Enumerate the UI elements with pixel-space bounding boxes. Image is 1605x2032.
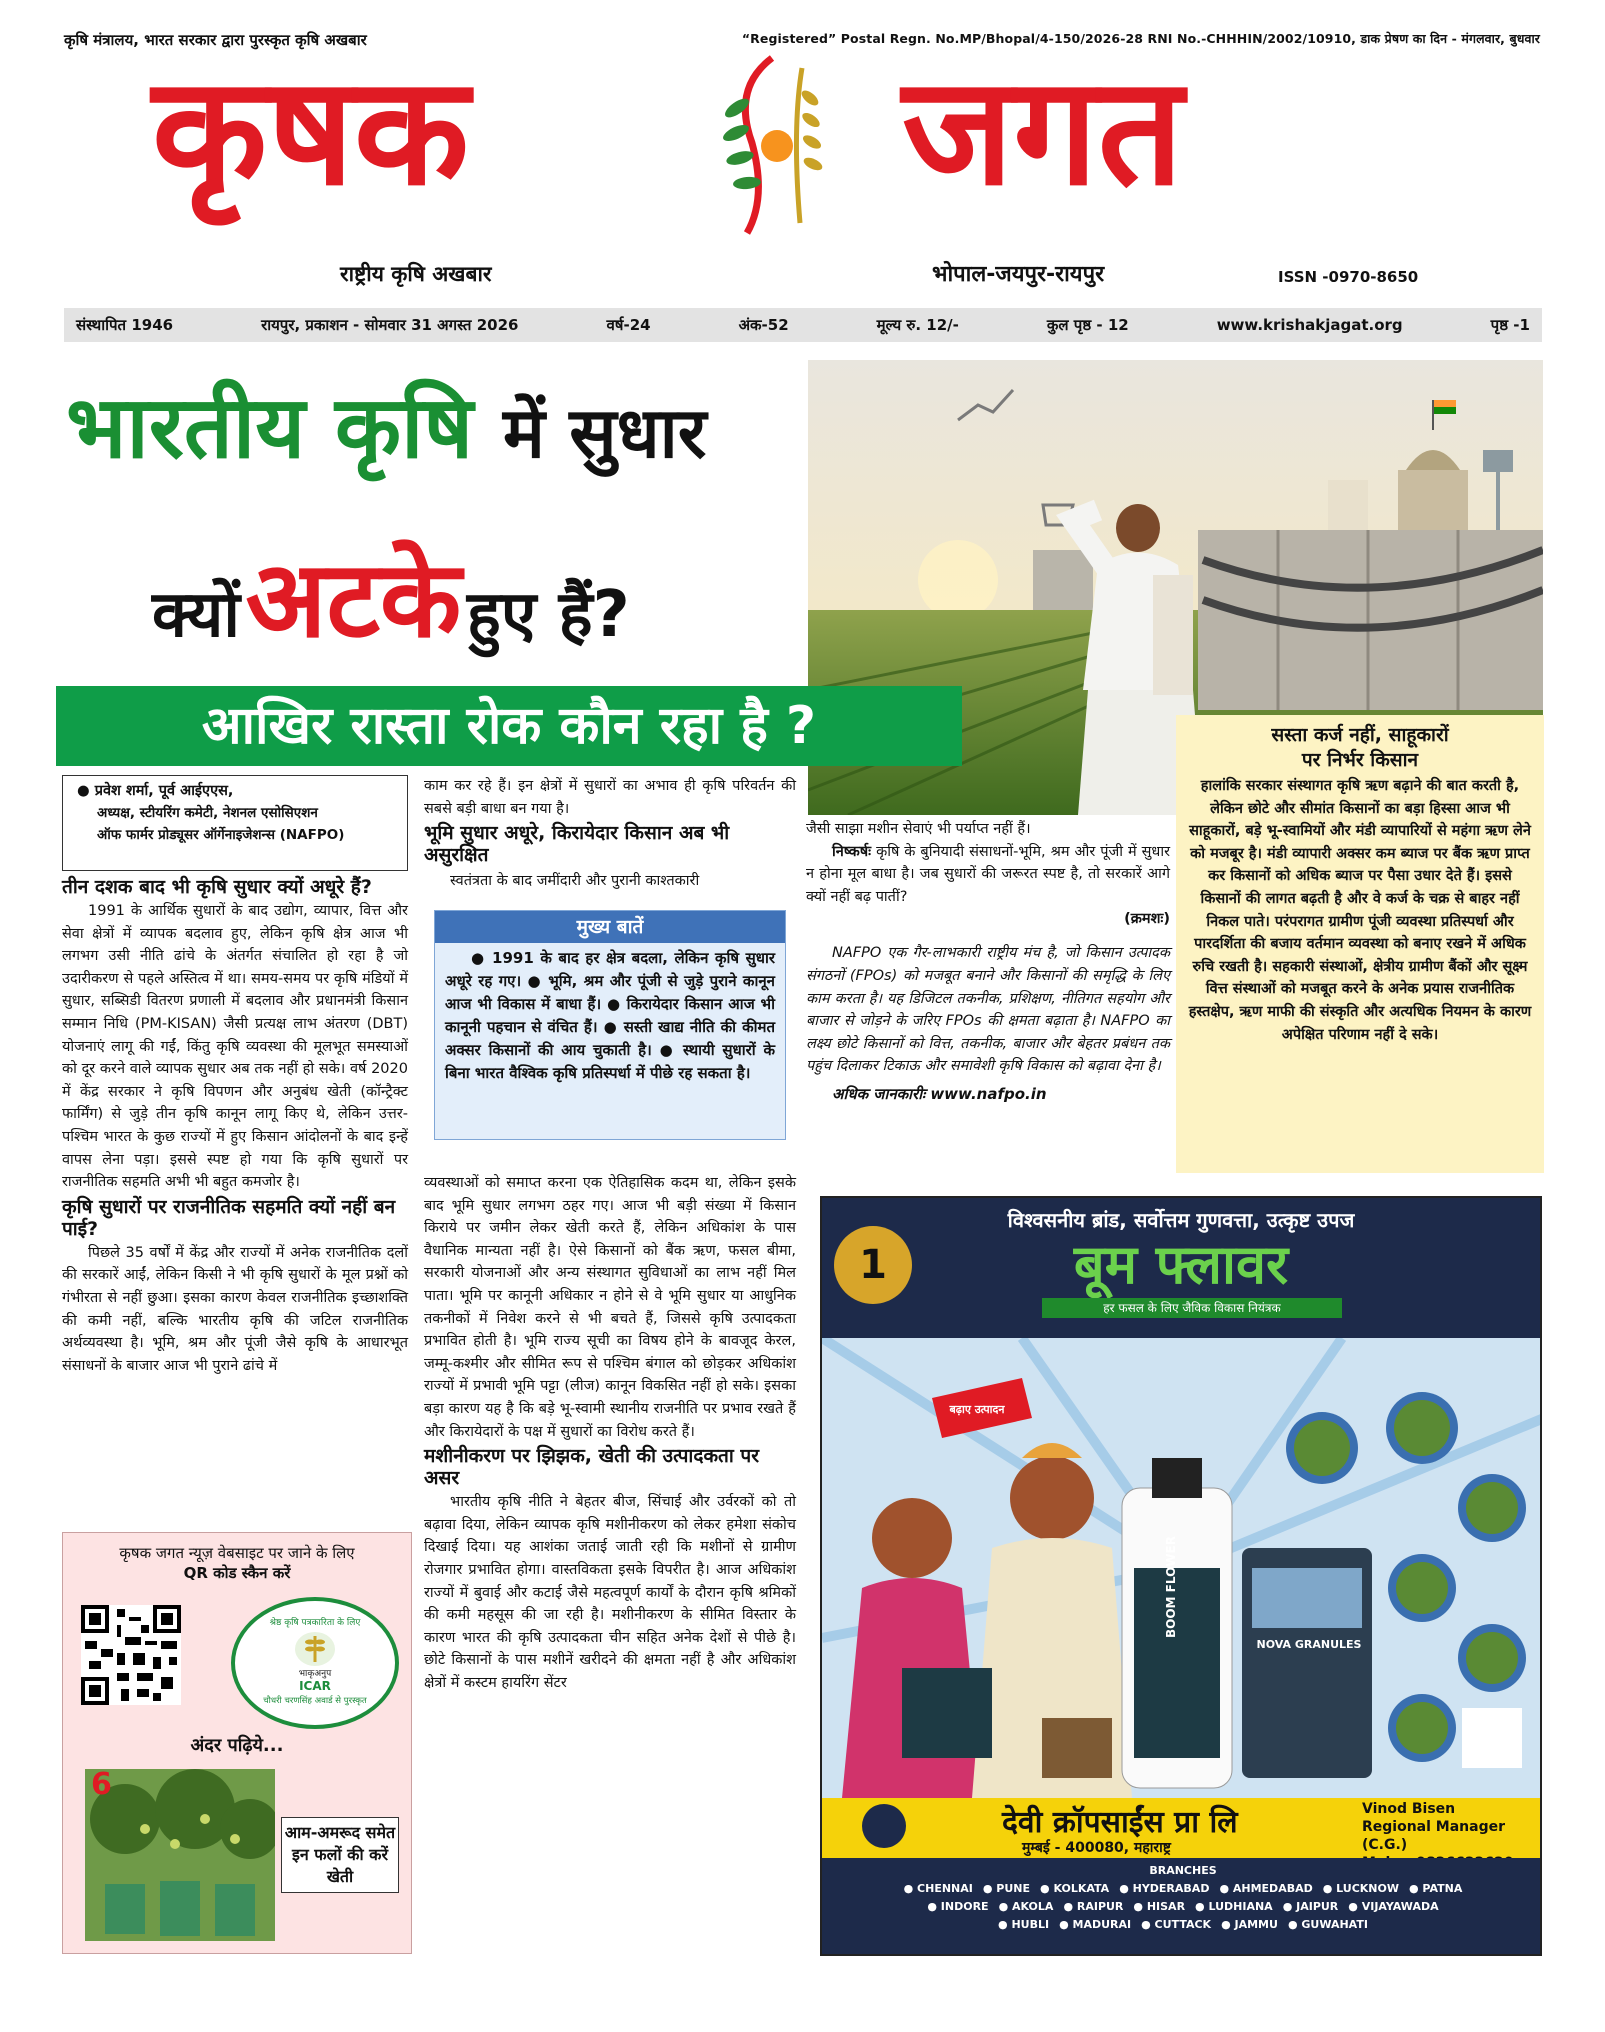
ad-branch-city: ● JAMMU (1221, 1918, 1278, 1931)
ad-number-one-badge: 1 (834, 1226, 912, 1304)
masthead-right: जगत (902, 45, 1184, 219)
page-number: पृष्ठ -1 (1490, 316, 1530, 334)
masthead-tagline: राष्ट्रीय कृषि अखबार (340, 262, 492, 286)
sidebar-title-1: सस्ता कर्ज नहीं, साहूकारों (1271, 724, 1449, 746)
ad-ribbon-text: बढ़ाए उत्पादन (949, 1403, 1005, 1416)
qr-line2: QR कोड स्कैन करें (183, 1564, 291, 1582)
ad-branch-city: ● AKOLA (998, 1900, 1054, 1913)
ad-brand: बूम फ्लावर (1073, 1233, 1289, 1296)
column-3 (806, 818, 1170, 1104)
ad-branch-city: ● PATNA (1409, 1882, 1463, 1895)
key-points-title: मुख्य बातें (435, 911, 785, 943)
inside-article-title[interactable]: आम-अमरूद समेत इन फलों की करें खेती (281, 1817, 399, 1893)
section-heading-4: मशीनीकरण पर झिझक, खेती की उत्पादकता पर असर (424, 1445, 759, 1490)
masthead-left: कृषक (152, 45, 470, 219)
ad-branch-city: ● INDORE (927, 1900, 989, 1913)
ad-company-logo-icon (862, 1804, 906, 1848)
ad-contact-name: Vinod Bisen (1362, 1801, 1456, 1817)
seal-bottom-text: चौधरी चरणसिंह अवार्ड से पुरस्कृत (263, 1696, 367, 1706)
ad-branch-city: ● GUWAHATI (1287, 1918, 1368, 1931)
more-info-link[interactable]: अधिक जानकारीः www.nafpo.in (832, 1084, 1047, 1103)
ad-branch-city: ● CUTTACK (1141, 1918, 1212, 1931)
author-role1: अध्यक्ष, स्टीयरिंग कमेटी, नेशनल एसोसिएशन (97, 805, 318, 821)
year: वर्ष-24 (606, 316, 651, 334)
key-points-list: ● 1991 के बाद हर क्षेत्र बदला, लेकिन कृषि सुधार अधूरे रह गए। ● भूमि, श्रम और पूंजी से जुड़े पुराने कानून आज भी विकास में बाधा हैं। ● किरायेदार किसान आज भी कानूनी पहचान से वंचित हैं। ● सस्ती खाद्य नीति की कीमत अक्सर किसानों की आय चुकाती है। ● स्थायी सुधारों के बिना भारत वैश्विक कृषि प्रतिस्पर्धा में पीछे रह सकता है। (445, 949, 775, 1082)
ad-top-line: विश्वसनीय ब्रांड, सर्वोत्तम गुणवत्ता, उत्कृष्ट उपज (1007, 1208, 1355, 1232)
ad-branch-city: ● MADURAI (1059, 1918, 1132, 1931)
ad-branch-city: ● CHENNAI (903, 1882, 973, 1895)
ad-brand-sub: हर फसल के लिए जैविक विकास नियंत्रक (1042, 1298, 1342, 1318)
paragraph-2: पिछले 35 वर्षों में केंद्र और राज्यों में अनेक राजनीतिक दलों की सरकारें आईं, लेकिन किसी ने भी कृषि सुधारों के मूल प्रश्नों को गंभीरता से नहीं छुआ। इसका कारण केवल राजनीतिक इच्छाशक्ति की कमी नहीं, बल्कि भारतीय कृषि की जटिल राजनीतिक अर्थव्यवस्था है। भूमि, श्रम और पूंजी जैसे कृषि के आधारभूत संसाधनों के बाजार आज भी पुराने ढांचे में (62, 1244, 408, 1374)
sidebar-text: हालांकि सरकार संस्थागत कृषि ऋण बढ़ाने की बात करती है, लेकिन छोटे और सीमांत किसानों का बड़ा हिस्सा आज भी साहूकारों, बड़े भू-स्वामियों और मंडी व्यापारियों से महंगा ऋण लेने को मजबूर है। मंडी व्यापारी अक्सर कम ब्याज पर बैंक ऋण प्राप्त कर किसानों को अधिक ब्याज पर पैसा उधार देते हैं। इससे किसानों की लागत बढ़ती है और वे कर्ज के चक्र से बाहर नहीं निकल पाते। परंपरागत ग्रामीण पूंजी व्यवस्था प्रतिस्पर्धा और पारदर्शिता की बजाय वर्तमान व्यवस्था को बनाए रखने में अधिक रुचि रखती है। सहकारी संस्थाओं, क्षेत्रीय ग्रामीण बैंकों और सूक्ष्म वित्त संस्थाओं को मजबूत करने के अनेक प्रयास राजनीतिक हस्तक्षेप, ऋण माफी की संस्कृति और अत्यधिक नियमन के कारण अपेक्षित परिणाम नहीं दे सके। (1188, 778, 1532, 1043)
column-2-bottom (424, 1172, 796, 1694)
qr-promo-box (62, 1532, 412, 1954)
key-point-4: सस्ती खाद्य नीति की कीमत अक्सर किसानों की आय चुकाती है। (445, 1018, 775, 1059)
key-point-3: किरायेदार किसान आज भी कानूनी पहचान से वंचित हैं। (445, 995, 775, 1036)
headline-hue: हुए हैं? (466, 578, 630, 652)
ad-header (822, 1198, 1540, 1338)
section-heading-1: तीन दशक बाद भी कृषि सुधार क्यों अधूरे हैं? (62, 876, 372, 898)
paragraph-4: व्यवस्थाओं को समाप्त करना एक ऐतिहासिक कदम था, लेकिन इसके बाद भूमि सुधार लगभग ठहर गए। आज भी बड़ी संख्या में किसान किराये पर जमीन लेकर खेती करते हैं, लेकिन अधिकांश के पास वैधानिक मान्यता नहीं है। ऐसे किसानों को बैंक ऋण, फसल बीमा, सरकारी योजनाओं और अन्य संस्थागत सुविधाओं का लाभ नहीं मिल पाता। भूमि पर कानूनी अधिकार न होने से वे भूमि सुधार या आधुनिक तकनीकों में निवेश करने से भी बचते हैं, जिससे कृषि उत्पादकता प्रभावित होती है। भूमि राज्य सूची का विषय होने के बावजूद केरल, जम्मू-कश्मीर और सीमित रूप से पश्चिम बंगाल को छोड़कर अधिकांश राज्यों में प्रभावी भूमि पट्टा (लीज) कानून विकसित नहीं हो सके। इसका बड़ा कारण यह है कि बड़े भू-स्वामी स्थानीय राजनीति पर प्रभाव रखते हैं और किरायेदारों के पक्ष में सुधारों का विरोध करते हैं। (424, 1175, 796, 1440)
conclusion-label: निष्कर्षः (832, 843, 872, 860)
ad-branch-city: ● VIJAYAWADA (1348, 1900, 1439, 1913)
edition-date: रायपुर, प्रकाशन - सोमवार 31 अगस्त 2026 (261, 316, 519, 334)
wheat-emblem-icon (295, 1632, 335, 1666)
ad-branch-city: ● PUNE (982, 1882, 1031, 1895)
key-point-5: स्थायी सुधारों के बिना भारत वैश्विक कृषि प्रतिस्पर्धा में पीछे रह सकता है। (445, 1041, 775, 1082)
ad-branch-city: ● HYDERABAD (1119, 1882, 1210, 1895)
paragraph-col3-top: जैसी साझा मशीन सेवाएं भी पर्याप्त नहीं हैं। (806, 821, 1031, 837)
ad-branch-city: ● KOLKATA (1040, 1882, 1110, 1895)
column-2-top (424, 775, 796, 893)
ad-branch-row-2 (822, 1898, 1542, 1916)
established: संस्थापित 1946 (76, 316, 174, 334)
ad-company-strip (822, 1798, 1542, 1858)
headline-black: में सुधार (503, 392, 707, 474)
paragraph-1: 1991 के आर्थिक सुधारों के बाद उद्योग, व्यापार, वित्त और सेवा क्षेत्रों में व्यापक बदलाव हुए, लेकिन कृषि क्षेत्र आज भी लगभग उसी नीति ढांचे के अंतर्गत संचालित हो रहा है जो उदारीकरण से पहले अस्तित्व में था। समय-समय पर कृषि मंडियों में सुधार, सब्सिडी वितरण प्रणाली में बदलाव और प्रधानमंत्री किसान सम्मान निधि (PM-KISAN) जैसी प्रत्यक्ष लाभ अंतरण (DBT) योजनाएं लागू की गईं, किंतु कृषि व्यवस्था की मूलभूत समस्याओं को दूर करने वाले व्यापक सुधार अब तक नहीं हो सके। वर्ष 2020 में केंद्र सरकार ने कृषि विपणन और अनुबंध खेती (कॉन्ट्रैक्ट फार्मिंग) से जुड़े तीन कृषि कानून लागू किए थे, लेकिन उत्तर-पश्चिम भारत के कुछ राज्यों में हुए किसान आंदोलनों के बाद इन्हें वापस लेना पड़ा। इससे स्पष्ट हो गया कि कृषि सुधारों पर राजनीतिक सहमति अभी भी बहुत कमजोर है। (62, 903, 408, 1191)
inside-article-thumbnail[interactable] (85, 1769, 275, 1941)
sidebar-box (1176, 715, 1544, 1173)
inside-label: अंदर पढ़िये... (190, 1735, 284, 1756)
qr-code[interactable] (81, 1605, 181, 1705)
headline-kyon: क्यों (152, 578, 240, 652)
ad-pouch-label: NOVA GRANULES (1256, 1638, 1362, 1651)
section-heading-3: भूमि सुधार अधूरे, किरायेदार किसान अब भी असुरक्षित (424, 822, 730, 867)
paragraph-3: स्वतंत्रता के बाद जमींदारी और पुरानी काश्तकारी (450, 873, 700, 890)
ad-branch-city: ● LUCKNOW (1322, 1882, 1399, 1895)
headline-green: भारतीय कृषि (66, 378, 474, 478)
ad-company-address: मुम्बई - 400080, महाराष्ट्र (1022, 1840, 1171, 1856)
seal-icar: ICAR (299, 1679, 331, 1693)
ad-branch-city: ● JAIPUR (1282, 1900, 1339, 1913)
inside-page-number: 6 (91, 1769, 112, 1802)
total-pages: कुल पृष्ठ - 12 (1046, 316, 1129, 334)
ad-branches (822, 1858, 1542, 1956)
ad-bottle-label: BOOM FLOWER (1164, 1536, 1178, 1638)
ad-branch-city: ● HISAR (1133, 1900, 1186, 1913)
ad-branch-city: ● AHMEDABAD (1219, 1882, 1313, 1895)
ad-branch-row-1 (822, 1880, 1542, 1898)
key-point-1: 1991 के बाद हर क्षेत्र बदला, लेकिन कृषि सुधार अधूरे रह गए। (445, 949, 775, 990)
ad-contact-role: Regional Manager (C.G.) (1362, 1819, 1506, 1853)
edition-cities: भोपाल-जयपुर-रायपुर (932, 262, 1105, 287)
advertisement[interactable] (820, 1196, 1542, 1956)
issue: अंक-52 (738, 316, 789, 334)
paragraph-5: भारतीय कृषि नीति ने बेहतर बीज, सिंचाई और उर्वरकों को तो बढ़ावा दिया, लेकिन व्यापक कृषि मशीनीकरण को लेकर हमेशा संकोच दिखाई दिया। यह आशंका जताई जाती रही कि मशीनों से ग्रामीण रोजगार प्रभावित होगा। वास्तविकता इसके विपरीत है। आज अधिकांश राज्यों में बुवाई और कटाई जैसे महत्वपूर्ण कार्यों के दौरान कृषि श्रमिकों की कमी महसूस की जा रही है। मशीनीकरण के सीमित विस्तार के कारण भारत की कृषि उत्पादकता चीन सहित अनेक देशों से पीछे है। छोटे किसानों के पास मशीनें खरीदने की क्षमता नहीं है और अधिकांश क्षेत्रों में कस्टम हायरिंग सेंटर (424, 1494, 796, 1691)
author-role2: ऑफ फार्मर प्रोड्यूसर ऑर्गेनाइजेशन्स (NAFPO) (97, 827, 345, 843)
headline-line2 (152, 538, 630, 686)
conclusion-text: कृषि के बुनियादी संसाधनों-भूमि, श्रम और पूंजी में सुधार न होना मूल बाधा है। जब सुधारों की जरूरत स्पष्ट है, तो सरकारें आगे क्यों नहीं बढ़ पातीं? (806, 843, 1171, 905)
ad-branch-city: ● RAIPUR (1063, 1900, 1124, 1913)
top-tagline: कृषि मंत्रालय, भारत सरकार द्वारा पुरस्कृत कृषि अखबार (64, 31, 367, 49)
ad-branch-city: ● HUBLI (998, 1918, 1050, 1931)
headline-red: अटके (245, 538, 462, 661)
sidebar-title-2: पर निर्भर किसान (1301, 749, 1419, 771)
qr-line1: कृषक जगत न्यूज़ वेबसाइट पर जाने के लिए (119, 1544, 355, 1562)
seal-top-text: श्रेष्ठ कृषि पत्रकारिता के लिए (269, 1618, 361, 1628)
continued-marker: (क्रमशः) (1124, 911, 1170, 928)
ad-branch-city: ● LUDHIANA (1195, 1900, 1273, 1913)
section-heading-2: कृषि सुधारों पर राजनीतिक सहमति क्यों नहीं बन पाई? (62, 1195, 396, 1240)
key-points-box (434, 910, 786, 1140)
website-link[interactable]: www.krishakjagat.org (1216, 316, 1403, 334)
nafpo-description: NAFPO एक गैर-लाभकारी राष्ट्रीय मंच है, जो किसान उत्पादक संगठनों (FPOs) को मजबूत बनाने और किसानों की समृद्धि के लिए काम करता है। यह डिजिटल तकनीक, प्रशिक्षण, नीतिगत सहयोग और बाजार से जोड़ने के जरिए FPOs की क्षमता बढ़ाता है। NAFPO का लक्ष्य छोटे किसानों को वित्त, तकनीक, बाजार और बेहतर प्रबंधन तक पहुंच दिलाकर टिकाऊ और समावेशी कृषि विकास को बढ़ावा देना है। (806, 945, 1170, 1075)
ad-branches-label: BRANCHES (1149, 1864, 1217, 1877)
seal-mid1: भाकृअनुप (298, 1669, 332, 1679)
headline-banner: आखिर रास्ता रोक कौन रहा है ? (56, 686, 962, 766)
icar-award-seal (231, 1597, 399, 1729)
price: मूल्य रु. 12/- (876, 316, 959, 334)
ad-company-name: देवी क्रॉपसाईंस प्रा लि (1002, 1805, 1238, 1840)
info-bar (64, 308, 1542, 342)
ad-visual (822, 1338, 1542, 1798)
column-1 (62, 876, 408, 1377)
paragraph-col2-top: काम कर रहे हैं। इन क्षेत्रों में सुधारों का अभाव ही कृषि परिवर्तन की सबसे बड़ी बाधा बन गया है। (424, 778, 796, 817)
ad-branch-row-3 (822, 1916, 1542, 1934)
masthead-logo (692, 48, 842, 238)
author-box: ● प्रवेश शर्मा, पूर्व आईएएस, अध्यक्ष, स्टीयरिंग कमेटी, नेशनल एसोसिएशन ऑफ फार्मर प्रोड्यूसर ऑर्गेनाइजेशन्स (NAFPO) (62, 775, 408, 871)
author-name: प्रवेश शर्मा, पूर्व आईएएस, (94, 783, 234, 799)
headline-line1 (66, 378, 706, 483)
issn: ISSN -0970-8650 (1278, 268, 1419, 286)
key-point-2: भूमि, श्रम और पूंजी से जुड़े पुराने कानून आज भी विकास में बाधा हैं। (445, 972, 775, 1013)
registration-line: “Registered” Postal Regn. No.MP/Bhopal/4-150/2026-28 RNI No.-CHHHIN/2002/10910, डाक प्रेषण का दिन - मंगलवार, बुधवार (741, 31, 1540, 46)
